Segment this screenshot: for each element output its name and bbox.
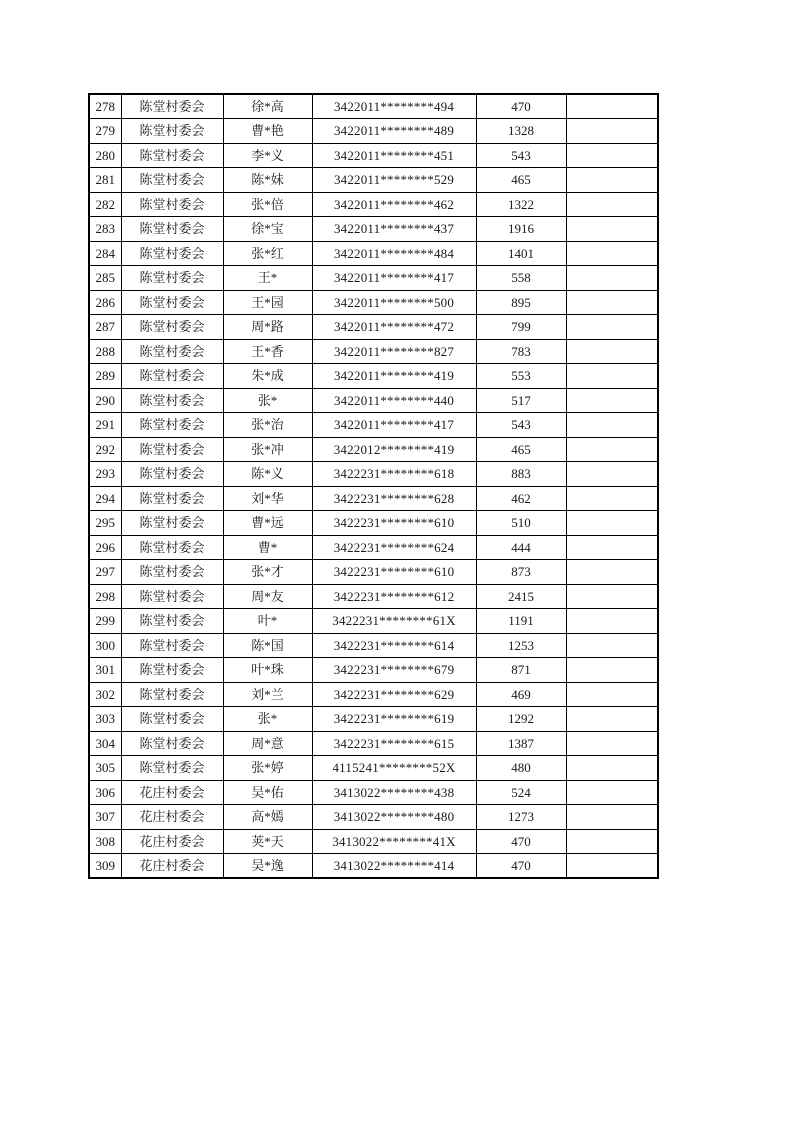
person-name-cell: 陈*妹 — [223, 168, 312, 193]
table-row — [89, 462, 658, 487]
person-name-cell: 吴*逸 — [223, 854, 312, 879]
row-number-cell: 293 — [89, 462, 121, 487]
table-row — [89, 413, 658, 438]
village-cell: 陈堂村委会 — [121, 241, 223, 266]
person-name-cell: 叶* — [223, 609, 312, 634]
amount-cell: 1401 — [476, 241, 566, 266]
note-cell — [566, 241, 658, 266]
id-number-cell: 3422231********61X — [312, 609, 476, 634]
village-cell: 陈堂村委会 — [121, 633, 223, 658]
id-number-cell: 3422231********614 — [312, 633, 476, 658]
row-number-cell: 282 — [89, 192, 121, 217]
id-number-cell: 3422012********419 — [312, 437, 476, 462]
note-cell — [566, 437, 658, 462]
person-name-cell: 王* — [223, 266, 312, 291]
id-number-cell: 3422231********610 — [312, 511, 476, 536]
row-number-cell: 306 — [89, 780, 121, 805]
amount-cell: 465 — [476, 168, 566, 193]
row-number-cell: 308 — [89, 829, 121, 854]
benefit-roster-table — [88, 93, 659, 879]
note-cell — [566, 486, 658, 511]
amount-cell: 558 — [476, 266, 566, 291]
id-number-cell: 3422011********529 — [312, 168, 476, 193]
person-name-cell: 张*治 — [223, 413, 312, 438]
id-number-cell: 3422011********472 — [312, 315, 476, 340]
table-row — [89, 315, 658, 340]
table-row — [89, 756, 658, 781]
id-number-cell: 3422011********462 — [312, 192, 476, 217]
note-cell — [566, 266, 658, 291]
village-cell: 陈堂村委会 — [121, 290, 223, 315]
amount-cell: 517 — [476, 388, 566, 413]
village-cell: 陈堂村委会 — [121, 756, 223, 781]
village-cell: 花庄村委会 — [121, 829, 223, 854]
village-cell: 陈堂村委会 — [121, 682, 223, 707]
village-cell: 陈堂村委会 — [121, 486, 223, 511]
id-number-cell: 3422011********494 — [312, 94, 476, 119]
row-number-cell: 305 — [89, 756, 121, 781]
row-number-cell: 290 — [89, 388, 121, 413]
amount-cell: 783 — [476, 339, 566, 364]
village-cell: 陈堂村委会 — [121, 437, 223, 462]
id-number-cell: 3413022********438 — [312, 780, 476, 805]
amount-cell: 1916 — [476, 217, 566, 242]
person-name-cell: 王*香 — [223, 339, 312, 364]
row-number-cell: 288 — [89, 339, 121, 364]
row-number-cell: 292 — [89, 437, 121, 462]
table-row — [89, 486, 658, 511]
village-cell: 陈堂村委会 — [121, 560, 223, 585]
village-cell: 花庄村委会 — [121, 780, 223, 805]
id-number-cell: 3422011********451 — [312, 143, 476, 168]
row-number-cell: 304 — [89, 731, 121, 756]
person-name-cell: 吴*佑 — [223, 780, 312, 805]
person-name-cell: 陈*义 — [223, 462, 312, 487]
table-row — [89, 658, 658, 683]
person-name-cell: 朱*成 — [223, 364, 312, 389]
id-number-cell: 3422011********440 — [312, 388, 476, 413]
village-cell: 陈堂村委会 — [121, 535, 223, 560]
note-cell — [566, 609, 658, 634]
table-body — [89, 94, 658, 878]
table-row — [89, 682, 658, 707]
note-cell — [566, 119, 658, 144]
row-number-cell: 297 — [89, 560, 121, 585]
table-row — [89, 584, 658, 609]
village-cell: 陈堂村委会 — [121, 462, 223, 487]
id-number-cell: 3422011********500 — [312, 290, 476, 315]
person-name-cell: 荚*天 — [223, 829, 312, 854]
note-cell — [566, 388, 658, 413]
row-number-cell: 279 — [89, 119, 121, 144]
person-name-cell: 曹*远 — [223, 511, 312, 536]
id-number-cell: 3422231********612 — [312, 584, 476, 609]
note-cell — [566, 829, 658, 854]
amount-cell: 1273 — [476, 805, 566, 830]
note-cell — [566, 192, 658, 217]
village-cell: 陈堂村委会 — [121, 388, 223, 413]
row-number-cell: 289 — [89, 364, 121, 389]
village-cell: 陈堂村委会 — [121, 731, 223, 756]
note-cell — [566, 290, 658, 315]
table-row — [89, 829, 658, 854]
note-cell — [566, 168, 658, 193]
row-number-cell: 300 — [89, 633, 121, 658]
amount-cell: 470 — [476, 829, 566, 854]
table-row — [89, 388, 658, 413]
village-cell: 陈堂村委会 — [121, 584, 223, 609]
note-cell — [566, 339, 658, 364]
table-row — [89, 192, 658, 217]
person-name-cell: 周*路 — [223, 315, 312, 340]
row-number-cell: 298 — [89, 584, 121, 609]
note-cell — [566, 462, 658, 487]
village-cell: 陈堂村委会 — [121, 609, 223, 634]
table-row — [89, 780, 658, 805]
note-cell — [566, 535, 658, 560]
note-cell — [566, 511, 658, 536]
table-row — [89, 94, 658, 119]
person-name-cell: 高*嫣 — [223, 805, 312, 830]
amount-cell: 1322 — [476, 192, 566, 217]
amount-cell: 465 — [476, 437, 566, 462]
table-row — [89, 560, 658, 585]
id-number-cell: 3422231********679 — [312, 658, 476, 683]
amount-cell: 543 — [476, 143, 566, 168]
note-cell — [566, 707, 658, 732]
person-name-cell: 周*意 — [223, 731, 312, 756]
id-number-cell: 3422231********610 — [312, 560, 476, 585]
village-cell: 陈堂村委会 — [121, 511, 223, 536]
note-cell — [566, 584, 658, 609]
village-cell: 陈堂村委会 — [121, 658, 223, 683]
village-cell: 陈堂村委会 — [121, 707, 223, 732]
amount-cell: 873 — [476, 560, 566, 585]
village-cell: 陈堂村委会 — [121, 192, 223, 217]
id-number-cell: 4115241********52X — [312, 756, 476, 781]
village-cell: 陈堂村委会 — [121, 217, 223, 242]
table-row — [89, 168, 658, 193]
row-number-cell: 299 — [89, 609, 121, 634]
table-row — [89, 241, 658, 266]
table-row — [89, 290, 658, 315]
row-number-cell: 285 — [89, 266, 121, 291]
amount-cell: 1292 — [476, 707, 566, 732]
village-cell: 陈堂村委会 — [121, 119, 223, 144]
person-name-cell: 徐*高 — [223, 94, 312, 119]
village-cell: 陈堂村委会 — [121, 143, 223, 168]
person-name-cell: 王*园 — [223, 290, 312, 315]
amount-cell: 470 — [476, 854, 566, 879]
note-cell — [566, 854, 658, 879]
row-number-cell: 286 — [89, 290, 121, 315]
id-number-cell: 3422231********615 — [312, 731, 476, 756]
row-number-cell: 301 — [89, 658, 121, 683]
row-number-cell: 302 — [89, 682, 121, 707]
note-cell — [566, 805, 658, 830]
person-name-cell: 曹*艳 — [223, 119, 312, 144]
person-name-cell: 张*婷 — [223, 756, 312, 781]
amount-cell: 543 — [476, 413, 566, 438]
amount-cell: 883 — [476, 462, 566, 487]
id-number-cell: 3422231********629 — [312, 682, 476, 707]
id-number-cell: 3422011********484 — [312, 241, 476, 266]
amount-cell: 1253 — [476, 633, 566, 658]
id-number-cell: 3422231********624 — [312, 535, 476, 560]
person-name-cell: 刘*华 — [223, 486, 312, 511]
village-cell: 花庄村委会 — [121, 854, 223, 879]
note-cell — [566, 682, 658, 707]
person-name-cell: 张*冲 — [223, 437, 312, 462]
amount-cell: 470 — [476, 94, 566, 119]
id-number-cell: 3422011********417 — [312, 413, 476, 438]
note-cell — [566, 780, 658, 805]
id-number-cell: 3422011********417 — [312, 266, 476, 291]
id-number-cell: 3413022********480 — [312, 805, 476, 830]
table-row — [89, 339, 658, 364]
person-name-cell: 刘*兰 — [223, 682, 312, 707]
row-number-cell: 291 — [89, 413, 121, 438]
row-number-cell: 295 — [89, 511, 121, 536]
village-cell: 陈堂村委会 — [121, 315, 223, 340]
table-row — [89, 437, 658, 462]
person-name-cell: 李*义 — [223, 143, 312, 168]
table-row — [89, 707, 658, 732]
village-cell: 陈堂村委会 — [121, 413, 223, 438]
note-cell — [566, 560, 658, 585]
row-number-cell: 278 — [89, 94, 121, 119]
row-number-cell: 284 — [89, 241, 121, 266]
amount-cell: 799 — [476, 315, 566, 340]
amount-cell: 1387 — [476, 731, 566, 756]
note-cell — [566, 364, 658, 389]
row-number-cell: 281 — [89, 168, 121, 193]
table-row — [89, 854, 658, 879]
amount-cell: 462 — [476, 486, 566, 511]
amount-cell: 1328 — [476, 119, 566, 144]
row-number-cell: 287 — [89, 315, 121, 340]
person-name-cell: 张* — [223, 707, 312, 732]
id-number-cell: 3422231********618 — [312, 462, 476, 487]
person-name-cell: 周*友 — [223, 584, 312, 609]
row-number-cell: 309 — [89, 854, 121, 879]
id-number-cell: 3413022********41X — [312, 829, 476, 854]
amount-cell: 469 — [476, 682, 566, 707]
table-row — [89, 609, 658, 634]
row-number-cell: 303 — [89, 707, 121, 732]
table-row — [89, 364, 658, 389]
village-cell: 陈堂村委会 — [121, 94, 223, 119]
row-number-cell: 296 — [89, 535, 121, 560]
village-cell: 陈堂村委会 — [121, 364, 223, 389]
table-row — [89, 731, 658, 756]
person-name-cell: 张* — [223, 388, 312, 413]
row-number-cell: 307 — [89, 805, 121, 830]
person-name-cell: 张*才 — [223, 560, 312, 585]
id-number-cell: 3422011********489 — [312, 119, 476, 144]
id-number-cell: 3422231********619 — [312, 707, 476, 732]
amount-cell: 510 — [476, 511, 566, 536]
amount-cell: 553 — [476, 364, 566, 389]
note-cell — [566, 756, 658, 781]
person-name-cell: 张*红 — [223, 241, 312, 266]
amount-cell: 895 — [476, 290, 566, 315]
person-name-cell: 曹* — [223, 535, 312, 560]
table-row — [89, 511, 658, 536]
note-cell — [566, 413, 658, 438]
row-number-cell: 294 — [89, 486, 121, 511]
note-cell — [566, 658, 658, 683]
table-row — [89, 535, 658, 560]
note-cell — [566, 94, 658, 119]
id-number-cell: 3422231********628 — [312, 486, 476, 511]
village-cell: 陈堂村委会 — [121, 266, 223, 291]
person-name-cell: 陈*国 — [223, 633, 312, 658]
village-cell: 花庄村委会 — [121, 805, 223, 830]
note-cell — [566, 315, 658, 340]
village-cell: 陈堂村委会 — [121, 339, 223, 364]
id-number-cell: 3422011********419 — [312, 364, 476, 389]
village-cell: 陈堂村委会 — [121, 168, 223, 193]
amount-cell: 1191 — [476, 609, 566, 634]
table-row — [89, 217, 658, 242]
table-row — [89, 119, 658, 144]
id-number-cell: 3422011********827 — [312, 339, 476, 364]
id-number-cell: 3422011********437 — [312, 217, 476, 242]
amount-cell: 871 — [476, 658, 566, 683]
person-name-cell: 张*倍 — [223, 192, 312, 217]
note-cell — [566, 633, 658, 658]
note-cell — [566, 217, 658, 242]
row-number-cell: 283 — [89, 217, 121, 242]
row-number-cell: 280 — [89, 143, 121, 168]
amount-cell: 480 — [476, 756, 566, 781]
amount-cell: 444 — [476, 535, 566, 560]
amount-cell: 2415 — [476, 584, 566, 609]
table-row — [89, 633, 658, 658]
note-cell — [566, 143, 658, 168]
table-row — [89, 805, 658, 830]
table-row — [89, 143, 658, 168]
table-row — [89, 266, 658, 291]
amount-cell: 524 — [476, 780, 566, 805]
note-cell — [566, 731, 658, 756]
person-name-cell: 徐*宝 — [223, 217, 312, 242]
person-name-cell: 叶*珠 — [223, 658, 312, 683]
id-number-cell: 3413022********414 — [312, 854, 476, 879]
